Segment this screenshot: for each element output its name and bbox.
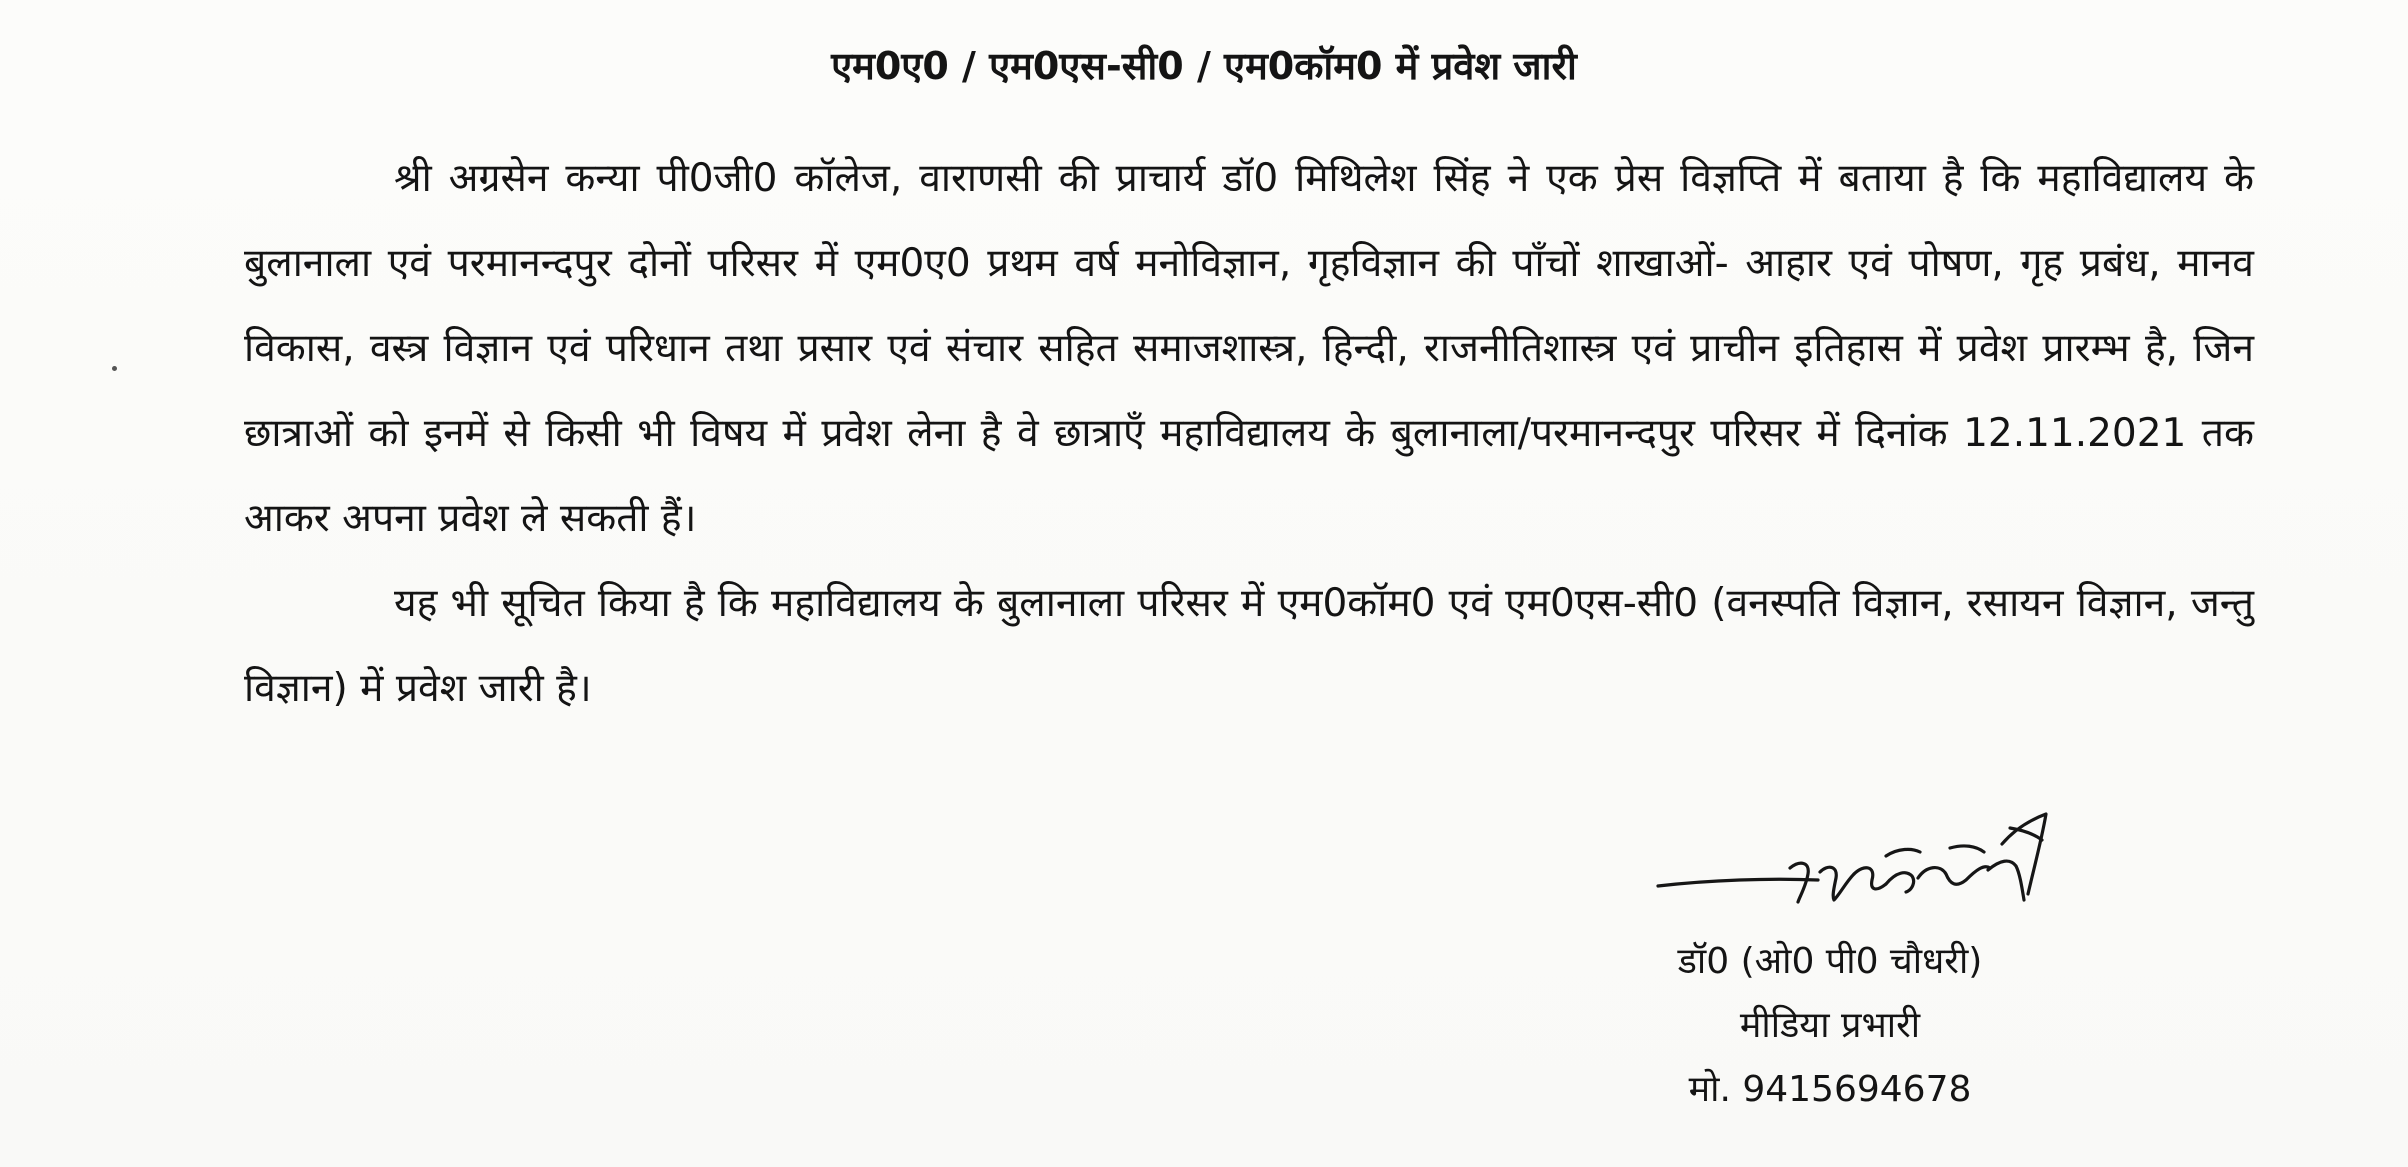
stray-ink-dot [112, 366, 117, 371]
signatory-mobile: मो. 9415694678 [1688, 1069, 1972, 1110]
signatory-block [1620, 930, 2040, 1122]
paragraph-admission-details: श्री अग्रसेन कन्या पी0जी0 कॉलेज, वाराणसी की प्राचार्य डॉ0 मिथिलेश सिंह ने एक प्रेस विज्ञप्ति में बताया है कि महाविद्यालय के बुलानाला एवं परमानन्दपुर दोनों परिसर में एम0ए0 प्रथम वर्ष मनोविज्ञान, गृहविज्ञान की पाँचों शाखाओं- आहार एवं पोषण, गृह प्रबंध, मानव विकास, वस्त्र विज्ञान एवं परिधान तथा प्रसार एवं संचार सहित समाजशास्त्र, हिन्दी, राजनीतिशास्त्र एवं प्राचीन इतिहास में प्रवेश प्रारम्भ है, जिन छात्राओं को इनमें से किसी भी विषय में प्रवेश लेना है वे छात्राएँ महाविद्यालय के बुलानाला/परमानन्दपुर परिसर में दिनांक 12.11.2021 तक आकर अपना प्रवेश ले सकती हैं। [244, 156, 2254, 541]
document-body [244, 136, 2254, 731]
document-title: एम0ए0 / एम0एस-सी0 / एम0कॉम0 में प्रवेश जारी [831, 44, 1577, 88]
signatory-designation: मीडिया प्रभारी [1739, 1005, 1921, 1046]
handwritten-signature [1650, 808, 2130, 938]
signatory-name: डॉ0 (ओ0 पी0 चौधरी) [1677, 941, 1983, 982]
paragraph-admission-ongoing: यह भी सूचित किया है कि महाविद्यालय के बुलानाला परिसर में एम0कॉम0 एवं एम0एस-सी0 (वनस्पति विज्ञान, रसायन विज्ञान, जन्तु विज्ञान) में प्रवेश जारी है। [244, 581, 2254, 711]
